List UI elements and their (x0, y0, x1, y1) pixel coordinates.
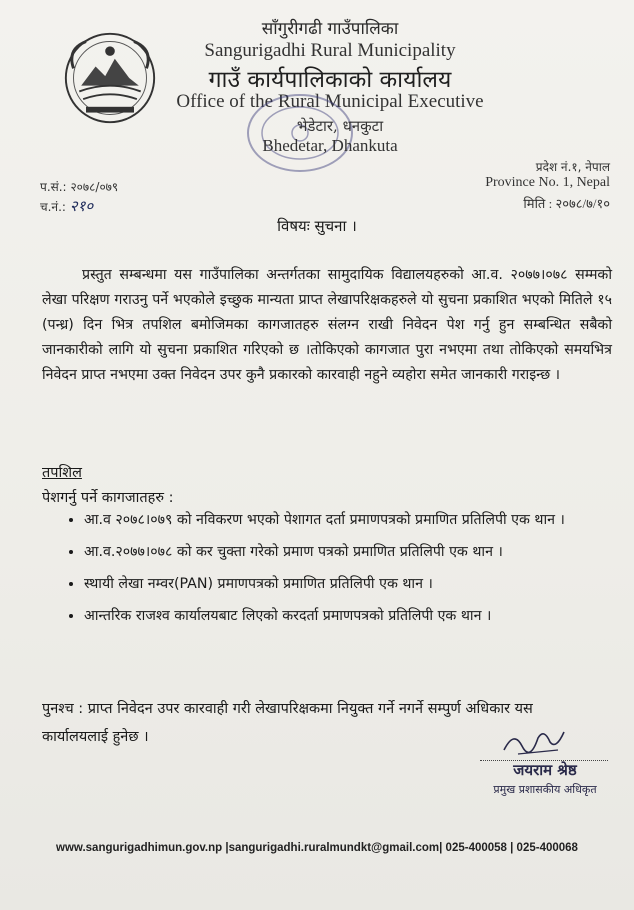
list-item: • आन्तरिक राजश्व कार्यालयबाट लिएको करदर्ता प्रमाणपत्रको प्रतिलिपी एक थान । (84, 603, 634, 629)
required-documents-list (62, 507, 634, 635)
list-item: • आ.व २०७८।०७९ को नविकरण भएको पेशागत दर्ता प्रमाणपत्रको प्रमाणित प्रतिलिपी एक थान । (84, 507, 634, 533)
signer-title: प्रमुख प्रशासकीय अधिकृत (493, 783, 597, 796)
province-english: Province No. 1, Nepal (485, 175, 610, 190)
dispatch-value: २१० (69, 197, 94, 215)
office-name-nepali: गाउँ कार्यपालिकाको कार्यालय (208, 67, 452, 93)
documents-intro: पेशगर्नु पर्ने कागजातहरु : (42, 490, 174, 506)
reference-label: प.सं.: (40, 180, 67, 194)
list-item: • स्थायी लेखा नम्वर(PAN) प्रमाणपत्रको प्रमाणित प्रतिलिपी एक थान । (84, 571, 634, 597)
location-english: Bhedetar, Dhankuta (262, 136, 398, 155)
municipality-name-english: Sangurigadhi Rural Municipality (204, 40, 456, 61)
list-item: • आ.व.२०७७।०७८ को कर चुक्ता गरेको प्रमाण पत्रको प्रमाणित प्रतिलिपी एक थान । (84, 539, 634, 565)
province-nepali: प्रदेश नं.१, नेपाल (535, 160, 610, 174)
subject-line: विषयः सुचना । (277, 217, 357, 235)
municipality-emblem-icon (62, 30, 158, 126)
contact-footer: www.sangurigadhimun.gov.np |sangurigadhi.ruralmundkt@gmail.com| 025-400058 | 025-400068 (56, 842, 578, 854)
signer-name: जयराम श्रेष्ठ (513, 761, 577, 779)
dispatch-label: च.नं.: (40, 200, 66, 214)
notice-body: प्रस्तुत सम्बन्धमा यस गाउँपालिका अन्तर्गतका सामुदायिक विद्यालयहरुको आ.व. २०७७।०७८ सम्मको लेखा परिक्षण गराउनु पर्ने भएकोले इच्छुक मान्यता प्राप्त लेखापरिक्षकहरुले यो सुचना प्रकाशित भएको मितिले १५ (पन्ध्र) दिन भित्र तपशिल बमोजिमका कागजातहरु संलग्न राखी निवेदन पेश गर्नु हुन सम्बन्धित सबैको जानकारीको लागि यो सुचना प्रकाशित गरिएको छ ।तोकिएको कागजात पुरा नभएमा तथा तोकिएको समयभित्र निवेदन प्राप्त नभएमा उक्त निवेदन उपर कुनै प्रकारको कारवाही नहुने व्यहोरा समेत जानकारी गराइन्छ । (42, 267, 612, 383)
dispatch-number (40, 196, 93, 216)
details-heading: तपशिल (42, 465, 82, 481)
office-name-english: Office of the Rural Municipal Executive (176, 91, 484, 112)
municipality-name-nepali: साँगुरीगढी गाउँपालिका (261, 19, 399, 39)
postscript: पुनश्च : प्राप्त निवेदन उपर कारवाही गरी लेखापरिक्षकमा नियुक्त गर्ने नगर्ने सम्पुर्ण अधिकार यस कार्यालयलाई हुनेछ । (42, 701, 533, 745)
letter-date: मिति : २०७८/७/१० (523, 196, 610, 211)
location-nepali: भेडेटार, धनकुटा (296, 117, 384, 135)
handwritten-signature (500, 720, 570, 760)
reference-value: २०७८/०७९ (70, 180, 119, 194)
reference-number (40, 178, 118, 195)
